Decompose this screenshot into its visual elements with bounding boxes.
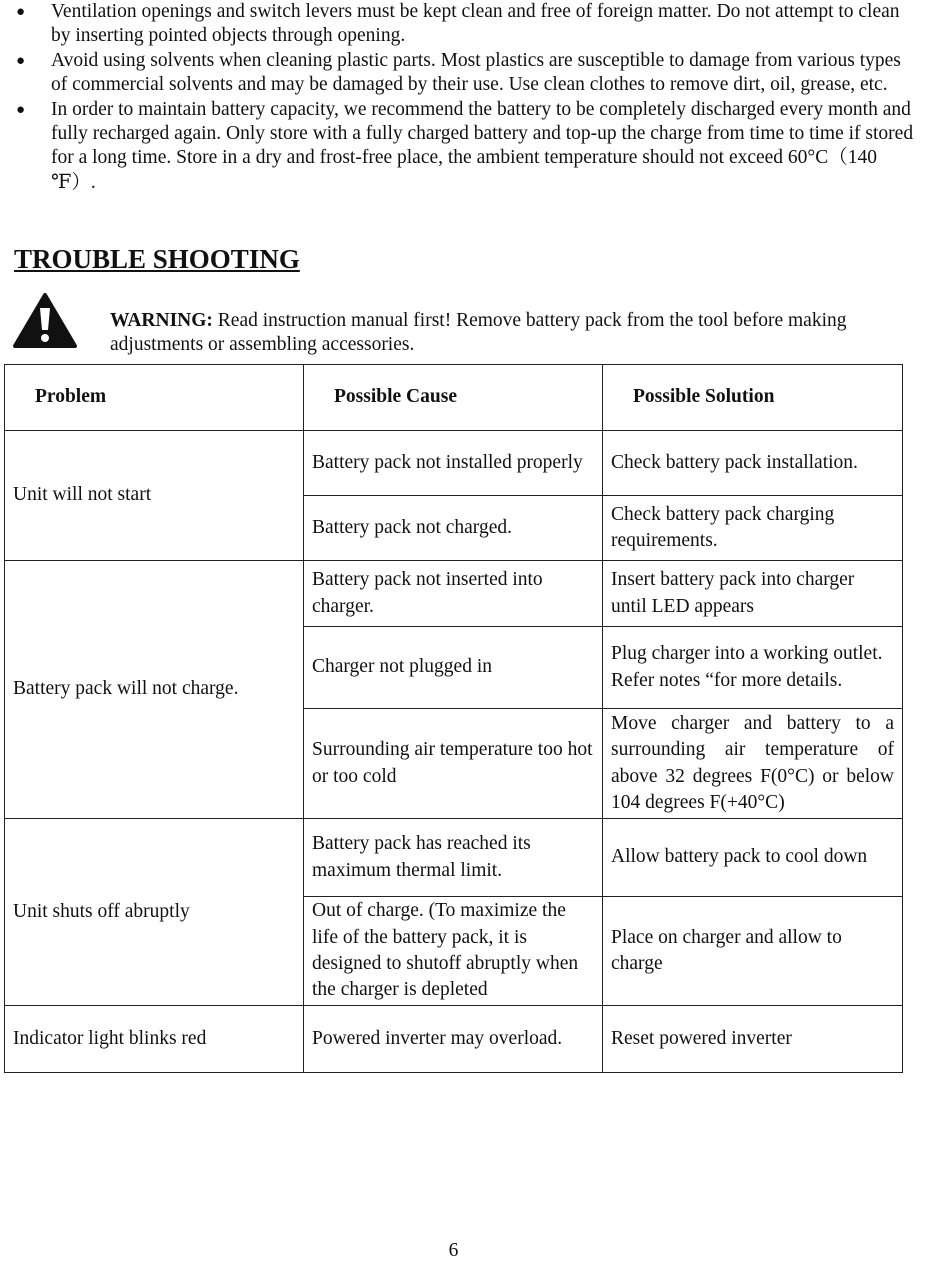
solution-cell: Reset powered inverter [603, 1006, 903, 1073]
cause-cell: Battery pack has reached its maximum thermal limit. [304, 819, 603, 897]
solution-cell: Allow battery pack to cool down [603, 819, 903, 897]
bullet-icon: ● [16, 4, 26, 20]
warning-text [110, 309, 910, 358]
solution-cell: Place on charger and allow to charge [603, 897, 903, 1006]
problem-cell: Indicator light blinks red [5, 1006, 304, 1073]
warning-label: WARNING: [110, 310, 213, 331]
bullet-item [14, 0, 914, 49]
problem-cell: Battery pack will not charge. [5, 561, 304, 819]
page-number: 6 [448, 1240, 459, 1261]
solution-cell: Check battery pack installation. [603, 431, 903, 496]
troubleshooting-table [4, 364, 903, 1073]
bullet-icon: ● [16, 101, 26, 118]
solution-cell: Insert battery pack into charger until LED appears [603, 561, 903, 627]
table-header-row [5, 365, 903, 431]
header-problem: Problem [5, 365, 304, 431]
bullet-item [14, 49, 914, 98]
bullet-icon: ● [16, 52, 26, 69]
problem-cell: Unit shuts off abruptly [5, 819, 304, 1006]
section-title: TROUBLE SHOOTING [14, 244, 300, 274]
table-row [5, 431, 903, 496]
cause-cell: Battery pack not charged. [304, 496, 603, 561]
solution-cell: Check battery pack charging requirements. [603, 496, 903, 561]
cause-cell: Battery pack not inserted into charger. [304, 561, 603, 627]
cause-cell: Surrounding air temperature too hot or too cold [304, 709, 603, 819]
table-row [5, 561, 903, 627]
warning-triangle-icon [12, 292, 78, 350]
solution-cell: Move charger and battery to a surrounding air temperature of above 32 degrees F(0°C) or below 104 degrees F(+40°C) [603, 709, 903, 819]
cause-cell: Powered inverter may overload. [304, 1006, 603, 1073]
bullet-item [14, 98, 914, 196]
table-row [5, 1006, 903, 1073]
header-cause: Possible Cause [304, 365, 603, 431]
cause-cell: Out of charge. (To maximize the life of the battery pack, it is designed to shutoff abruptly when the charger is depleted [304, 897, 603, 1006]
maintenance-bullet-list [14, 0, 914, 195]
header-solution: Possible Solution [603, 365, 903, 431]
warning-body: Read instruction manual first! Remove battery pack from the tool before making adjustments or assembling accessories. [110, 310, 847, 356]
cause-cell: Battery pack not installed properly [304, 431, 603, 496]
bullet-text: In order to maintain battery capacity, we recommend the battery to be completely discharged every month and fully recharged again. Only store with a fully charged battery and top-up the charge from time to time if stored for a long time. Store in a dry and frost-free place, the ambient temperature should not exceed 60°C（140 ℉）. [51, 98, 914, 193]
bullet-text: Avoid using solvents when cleaning plastic parts. Most plastics are susceptible to damage from various types of commercial solvents and may be damaged by their use. Use clean clothes to remove dirt, oil, grease, etc. [51, 49, 901, 96]
cause-cell: Charger not plugged in [304, 627, 603, 709]
table-row [5, 819, 903, 897]
bullet-text: Ventilation openings and switch levers must be kept clean and free of foreign matter. Do not attempt to clean by inserting pointed objects through opening. [51, 1, 900, 47]
solution-cell: Plug charger into a working outlet. Refer notes “for more details. [603, 627, 903, 709]
problem-cell: Unit will not start [5, 431, 304, 561]
